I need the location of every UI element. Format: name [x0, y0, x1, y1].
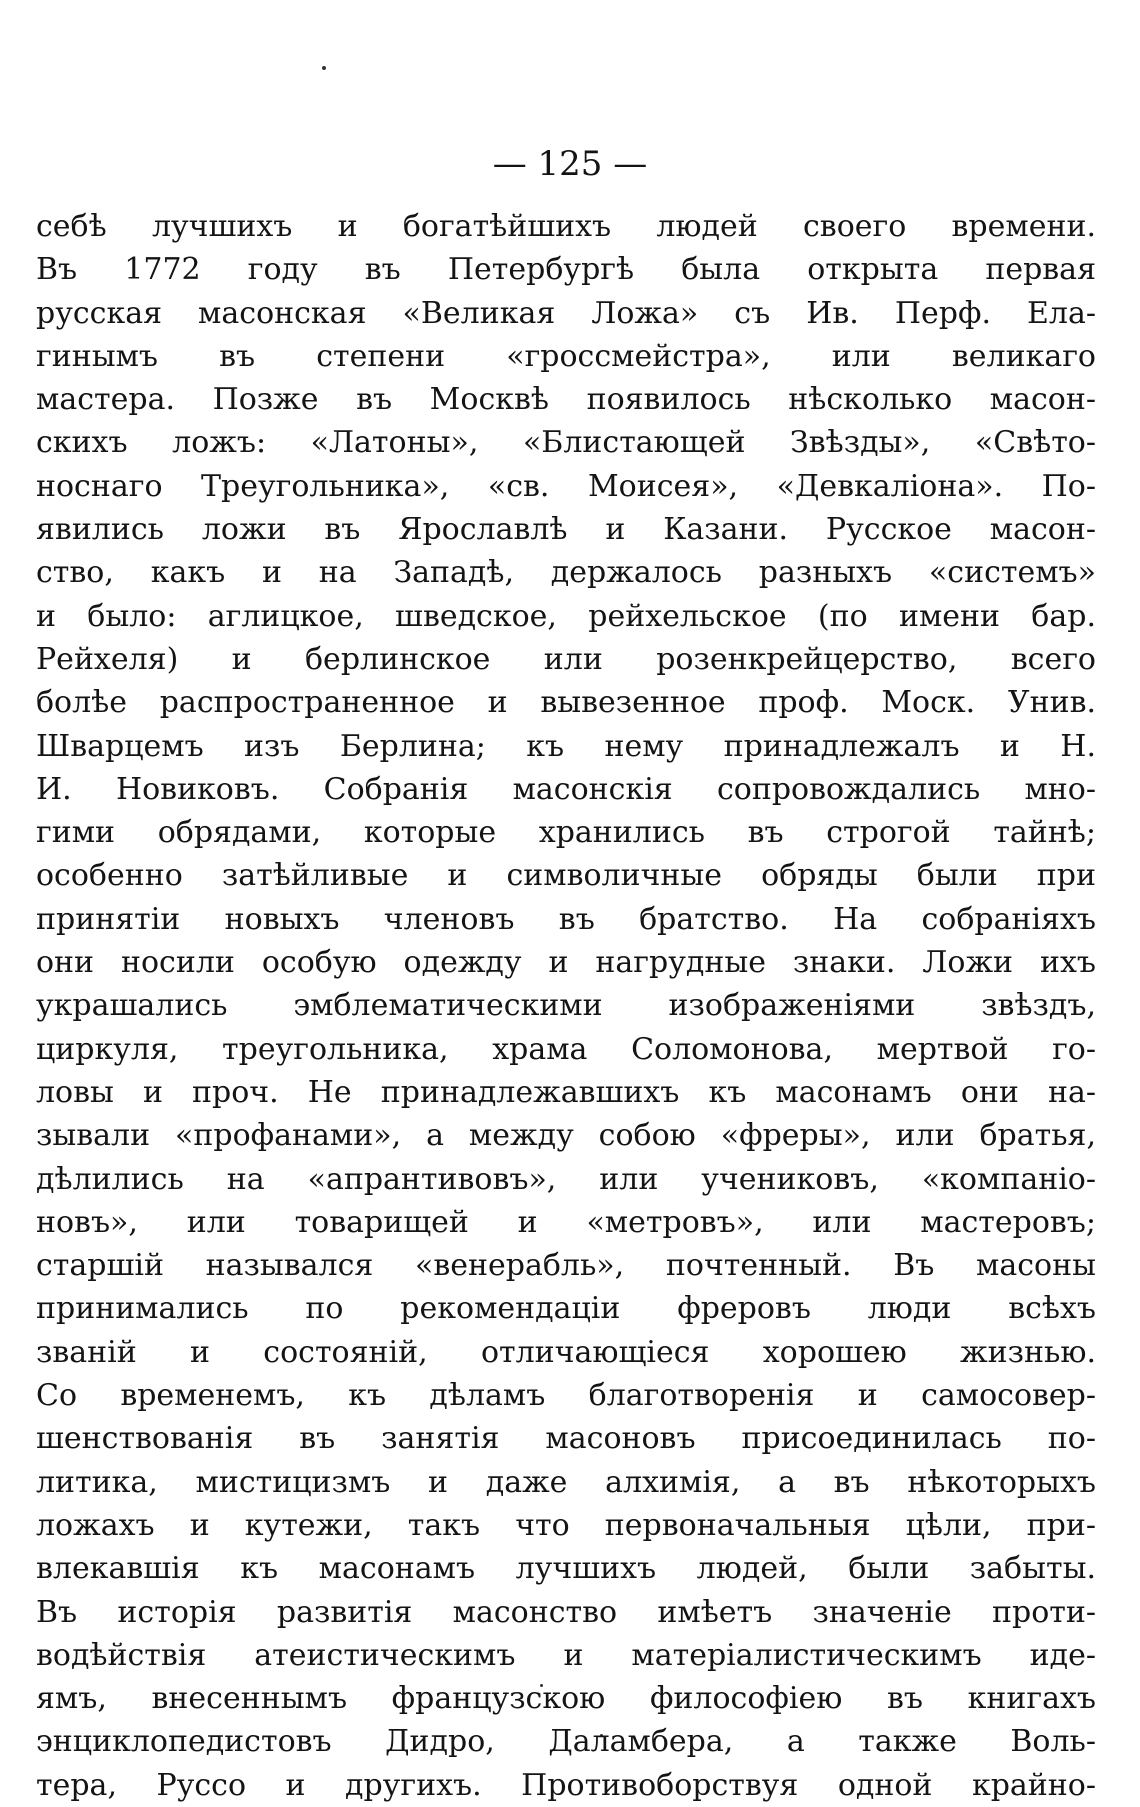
text-line: гинымъ въ степени «гроссмейстра», или великаго [36, 338, 1096, 374]
text-line: явились ложи въ Ярославлѣ и Казани. Русское масон- [36, 512, 1096, 548]
text-line: русская масонская «Великая Ложа» съ Ив. Перф. Ела- [36, 295, 1096, 331]
text-line: Рейхеля) и берлинское или розенкрейцерство, всего [36, 641, 1096, 677]
text-line: И. Новиковъ. Собранія масонскія сопровождались мно- [36, 771, 1096, 807]
text-line: они носили особую одежду и нагрудные знаки. Ложи ихъ [36, 945, 1096, 981]
text-line: ложахъ и кутежи, такъ что первоначальныя цѣли, при- [36, 1507, 1096, 1543]
text-line: принятіи новыхъ членовъ въ братство. На собраніяхъ [36, 901, 1096, 937]
text-line: водѣйствія атеистическимъ и матеріалистическимъ иде- [36, 1637, 1096, 1673]
text-line: тера, Руссо и другихъ. Противоборствуя одной крайно- [36, 1767, 1096, 1803]
text-line: Въ исторія развитія масонство имѣетъ значеніе проти- [36, 1594, 1096, 1630]
text-line: новъ», или товарищей и «метровъ», или мастеровъ; [36, 1204, 1096, 1240]
text-line: болѣе распространенное и вывезенное проф. Моск. Унив. [36, 685, 1096, 721]
print-speck [322, 66, 326, 70]
text-line: украшались эмблематическими изображеніями звѣздъ, [36, 988, 1096, 1024]
text-line: Въ 1772 году въ Петербургѣ была открыта первая [36, 252, 1096, 288]
text-line: скихъ ложъ: «Латоны», «Блистающей Звѣзды», «Свѣто- [36, 425, 1096, 461]
text-line: литика, мистицизмъ и даже алхимія, а въ нѣкоторыхъ [36, 1464, 1096, 1500]
text-line: принимались по рекомендаціи фреровъ люди всѣхъ [36, 1291, 1096, 1327]
text-line: гими обрядами, которые хранились въ строгой тайнѣ; [36, 815, 1096, 851]
text-line: шенствованія въ занятія масоновъ присоединилась по- [36, 1421, 1096, 1457]
text-line: ство, какъ и на Западѣ, держалось разныхъ «системъ» [36, 555, 1096, 591]
page-body-text [36, 205, 1096, 1807]
text-line: Шварцемъ изъ Берлина; къ нему принадлежалъ и Н. [36, 728, 1096, 764]
text-line: Со временемъ, къ дѣламъ благотворенія и самосовер- [36, 1378, 1096, 1414]
text-line: влекавшія къ масонамъ лучшихъ людей, были забыты. [36, 1551, 1096, 1587]
text-line: старшій назывался «венерабль», почтенный. Въ масоны [36, 1248, 1096, 1284]
text-line: званій и состояній, отличающіеся хорошею жизнью. [36, 1334, 1096, 1370]
text-line: мастера. Позже въ Москвѣ появилось нѣсколько масон- [36, 382, 1096, 418]
text-line: ловы и проч. Не принадлежавшихъ къ масонамъ они на- [36, 1074, 1096, 1110]
text-line: дѣлились на «апрантивовъ», или учениковъ, «компаніо- [36, 1161, 1096, 1197]
text-line: зывали «профанами», а между собою «фреры», или братья, [36, 1118, 1096, 1154]
text-line: носнаго Треугольника», «св. Моисея», «Девкаліона». По- [36, 468, 1096, 504]
text-line: себѣ лучшихъ и богатѣйшихъ людей своего времени. [36, 209, 1096, 244]
text-line: особенно затѣйливые и символичные обряды были при [36, 858, 1096, 894]
text-line: энциклопедистовъ Дидро, Даламбера, а также Воль- [36, 1724, 1096, 1760]
text-line: циркуля, треугольника, храма Соломонова, мертвой го- [36, 1031, 1096, 1067]
page-number: — 125 — [492, 144, 648, 184]
text-line: и было: аглицкое, шведское, рейхельское (по имени бар. [36, 598, 1096, 634]
text-line: ямъ, внесеннымъ французскою философіею въ книгахъ [36, 1681, 1096, 1717]
